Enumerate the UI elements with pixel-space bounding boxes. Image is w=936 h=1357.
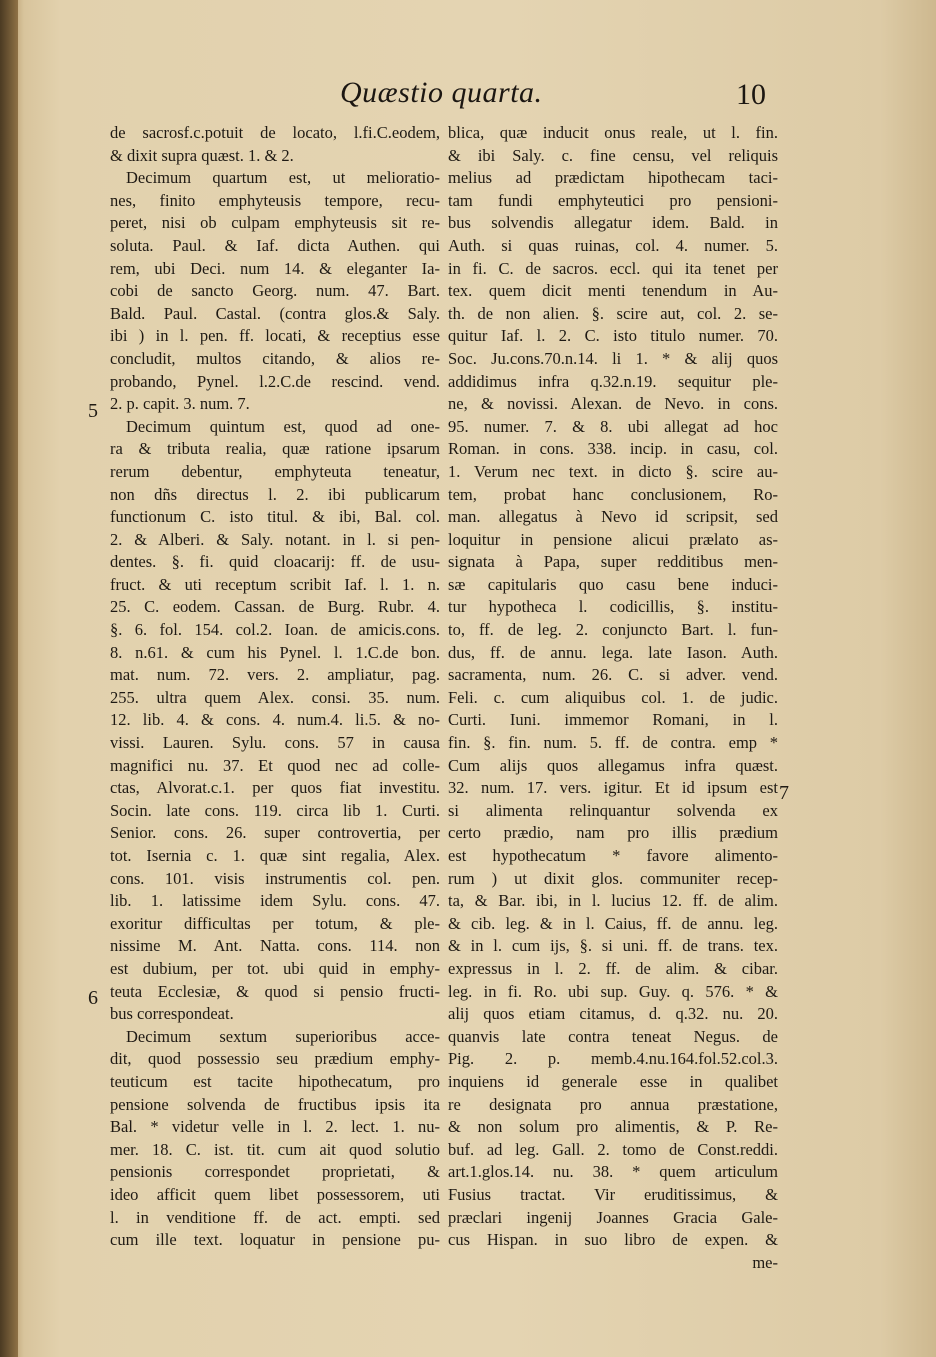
text-line: Socin. late cons. 119. circa lib 1. Curti. bbox=[110, 800, 440, 820]
text-line: 32. num. 17. vers. igitur. Et id ipsum est bbox=[448, 778, 778, 798]
text-line: pensionis correspondet proprietati, & bbox=[110, 1162, 440, 1182]
text-line: tex. quem dicit menti tenendum in Au- bbox=[448, 281, 778, 301]
text-line: loquitur in pensione alicui prælato as- bbox=[448, 529, 778, 549]
text-line: si alimenta relinquantur solvenda ex bbox=[448, 800, 778, 820]
text-line: certo prædio, nam pro illis prædium bbox=[448, 823, 778, 843]
text-line: Bal. * videtur velle in l. 2. lect. 1. nu- bbox=[110, 1117, 440, 1137]
text-line: soluta. Paul. & Iaf. dicta Authen. qui bbox=[110, 235, 440, 255]
text-line: leg. in fi. Ro. ubi sup. Guy. q. 576. * & bbox=[448, 981, 778, 1001]
text-line: est hypothecatum * favore alimento- bbox=[448, 846, 778, 865]
text-line: Fusius tractat. Vir eruditissimus, & bbox=[448, 1184, 778, 1204]
text-line: vissi. Lauren. Sylu. cons. 57 in causa bbox=[110, 733, 440, 753]
text-line: th. de non alien. §. scire aut, col. 2. se- bbox=[448, 303, 778, 323]
text-line: 8. n.61. & cum his Pynel. l. 1.C.de bon. bbox=[110, 642, 440, 662]
text-line: mer. 18. C. ist. tit. cum ait quod solutio bbox=[110, 1139, 440, 1159]
text-line: cobi de sancto Georg. num. 47. Bart. bbox=[110, 281, 440, 301]
text-line: fruct. & uti receptum scribit Iaf. l. 1. n. bbox=[110, 574, 440, 594]
text-line: me- bbox=[752, 1252, 778, 1272]
text-line: tur hypotheca l. codicillis, §. institu- bbox=[448, 597, 778, 617]
text-line: re designata pro annua præstatione, bbox=[448, 1094, 778, 1114]
text-line: Decimum quartum est, ut melioratio- bbox=[126, 168, 440, 188]
right-column bbox=[448, 122, 778, 1274]
text-line: & dixit supra quæst. 1. & 2. bbox=[110, 145, 294, 165]
text-line: 255. ultra quem Alex. consi. 35. num. bbox=[110, 687, 440, 707]
text-line: expressus in l. 2. ff. de alim. & cibar. bbox=[448, 958, 778, 978]
text-line: lib. 1. latissime idem Sylu. cons. 47. bbox=[110, 891, 440, 911]
text-line: 25. C. eodem. Cassan. de Burg. Rubr. 4. bbox=[110, 597, 440, 617]
text-line: blica, quæ inducit onus reale, ut l. fin. bbox=[448, 123, 778, 142]
text-line: ra & tributa realia, quæ ratione ipsarum bbox=[110, 439, 440, 459]
text-line: Decimum sextum superioribus acce- bbox=[126, 1026, 440, 1046]
text-line: quitur Iaf. l. 2. C. isto titulo numer. 70. bbox=[448, 326, 778, 346]
text-line: buf. ad leg. Gall. 2. tomo de Const.reddi. bbox=[448, 1139, 778, 1159]
text-line: teuta Ecclesiæ, & quod si pensio fructi- bbox=[110, 981, 440, 1001]
text-line: ideo afficit quem libet possessorem, uti bbox=[110, 1184, 440, 1204]
text-line: & non solum pro alimentis, & P. Re- bbox=[448, 1117, 778, 1137]
margin-number-7: 7 bbox=[779, 782, 789, 804]
text-line: Decimum quintum est, quod ad one- bbox=[126, 416, 440, 436]
text-line: nes, finito emphyteusis tempore, recu- bbox=[110, 190, 440, 210]
text-line: dentes. §. fi. quid cloacarij: ff. de usu- bbox=[110, 552, 440, 572]
text-line: signata à Papa, super redditibus men- bbox=[448, 552, 778, 572]
text-line: Auth. si quas ruinas, col. 4. numer. 5. bbox=[448, 235, 778, 255]
text-line: Feli. c. cum aliquibus col. 1. de judic. bbox=[448, 687, 778, 707]
left-column bbox=[110, 122, 440, 1252]
text-line: & in l. cum ijs, §. si uni. ff. de trans. tex. bbox=[448, 936, 778, 956]
text-line: art.1.glos.14. nu. 38. * quem articulum bbox=[448, 1162, 778, 1182]
text-line: bus solvendis allegatur idem. Bald. in bbox=[448, 213, 778, 233]
text-line: & ibi Saly. c. fine censu, vel reliquis bbox=[448, 145, 778, 165]
text-line: cus Hispan. in suo libro de expen. & bbox=[448, 1230, 778, 1250]
text-line: Curti. Iuni. immemor Romani, in l. bbox=[448, 710, 778, 730]
text-line: Cum alijs quos allegamus infra quæst. bbox=[448, 755, 778, 775]
text-line: in fi. C. de sacros. eccl. qui ita tenet per bbox=[448, 258, 778, 278]
text-line: probando, Pynel. l.2.C.de rescind. vend. bbox=[110, 371, 440, 391]
margin-number-6: 6 bbox=[88, 987, 98, 1009]
text-line: bus correspondeat. bbox=[110, 1004, 234, 1024]
text-line: Bald. Paul. Castal. (contra glos.& Saly. bbox=[110, 303, 440, 323]
text-line: alij quos etiam citamus, d. q.32. nu. 20. bbox=[448, 1004, 778, 1024]
text-line: tot. Isernia c. 1. quæ sint regalia, Alex. bbox=[110, 846, 440, 865]
text-line: dus, ff. de annu. lega. late Iason. Auth. bbox=[448, 642, 778, 662]
text-line: magnifici nu. 37. Et quod nec ad colle- bbox=[110, 755, 440, 775]
text-line: nissime M. Ant. Natta. cons. 114. non bbox=[110, 936, 440, 956]
text-line: ibi ) in l. pen. ff. locati, & receptius esse bbox=[110, 326, 440, 346]
margin-number-5: 5 bbox=[88, 400, 98, 422]
text-line: addidimus infra q.32.n.19. sequitur ple- bbox=[448, 371, 778, 391]
text-line: to, ff. de leg. 2. conjuncto Bart. l. fun- bbox=[448, 620, 778, 640]
text-line: §. 6. fol. 154. col.2. Ioan. de amicis.cons. bbox=[110, 620, 440, 640]
text-line: dit, quod possessio seu prædium emphy- bbox=[110, 1049, 440, 1069]
text-line: de sacrosf.c.potuit de locato, l.fi.C.eodem, bbox=[110, 123, 440, 142]
text-line: 2. p. capit. 3. num. 7. bbox=[110, 394, 250, 414]
binding-gutter bbox=[0, 0, 18, 1357]
text-line: est dubium, per tot. ubi quid in emphy- bbox=[110, 958, 440, 978]
text-line: ta, & Bar. ibi, in l. lucius 12. ff. de alim. bbox=[448, 891, 778, 911]
text-line: exoritur difficultas per totum, & ple- bbox=[110, 913, 440, 933]
text-line: pensione solvenda de fructibus ipsis ita bbox=[110, 1094, 440, 1114]
text-line: sacramenta, num. 26. C. si adver. vend. bbox=[448, 665, 778, 685]
text-line: mat. num. 72. vers. 2. ampliatur, pag. bbox=[110, 665, 440, 685]
text-line: Senior. cons. 26. super controvertia, per bbox=[110, 823, 440, 843]
text-line: fin. §. fin. num. 5. ff. de contra. emp * bbox=[448, 733, 778, 753]
text-line: Soc. Ju.cons.70.n.14. li 1. * & alij quos bbox=[448, 348, 778, 368]
text-line: 95. numer. 7. & 8. ubi allegat ad hoc bbox=[448, 416, 778, 436]
text-line: concludit, multos citando, & alios re- bbox=[110, 348, 440, 368]
text-line: peret, nisi ob culpam emphyteusis sit re- bbox=[110, 213, 440, 233]
text-line: man. allegatus à Nevo id scripsit, sed bbox=[448, 507, 778, 527]
text-line: cons. 101. visis instrumentis col. pen. bbox=[110, 868, 440, 888]
folio-number: 10 bbox=[736, 78, 766, 111]
text-line: ctas, Alvorat.c.1. per quos fiat investitu. bbox=[110, 778, 440, 798]
text-line: quanvis late contra teneat Negus. de bbox=[448, 1026, 778, 1046]
text-line: Roman. in cons. 338. incip. in casu, col. bbox=[448, 439, 778, 459]
text-line: rem, ubi Deci. num 14. & eleganter Ia- bbox=[110, 258, 440, 278]
text-line: melius ad prædictam hipothecam taci- bbox=[448, 168, 778, 188]
text-line: l. in venditione ff. de act. empti. sed bbox=[110, 1207, 440, 1227]
running-head: Quæstio quarta. bbox=[340, 76, 543, 109]
text-line: præclari ingenij Joannes Gracia Gale- bbox=[448, 1207, 778, 1227]
text-line: sæ capitularis quo casu bene induci- bbox=[448, 574, 778, 594]
text-line: rum ) ut dixit glos. communiter recep- bbox=[448, 868, 778, 888]
text-line: rerum debentur, emphyteuta teneatur, bbox=[110, 461, 440, 481]
text-line: teuticum est tacite hipothecatum, pro bbox=[110, 1071, 440, 1091]
text-line: cum ille text. loquatur in pensione pu- bbox=[110, 1230, 440, 1250]
text-line: ne, & novissi. Alexan. de Nevo. in cons. bbox=[448, 394, 778, 414]
text-line: tem, probat hanc conclusionem, Ro- bbox=[448, 484, 778, 504]
text-line: inquiens id generale esse in qualibet bbox=[448, 1071, 778, 1091]
text-line: & cib. leg. & in l. Caius, ff. de annu. leg. bbox=[448, 913, 778, 933]
text-line: 1. Verum nec text. in dicto §. scire au- bbox=[448, 461, 778, 481]
text-line: Pig. 2. p. memb.4.nu.164.fol.52.col.3. bbox=[448, 1049, 778, 1069]
text-line: tam fundi emphyteutici pro pensioni- bbox=[448, 190, 778, 210]
text-line: 12. lib. 4. & cons. 4. num.4. li.5. & no- bbox=[110, 710, 440, 730]
text-line: functionum C. isto titul. & ibi, Bal. col. bbox=[110, 507, 440, 527]
text-line: 2. & Alberi. & Saly. notant. in l. si pen- bbox=[110, 529, 440, 549]
text-line: non dñs directus l. 2. ibi publicarum bbox=[110, 484, 440, 504]
